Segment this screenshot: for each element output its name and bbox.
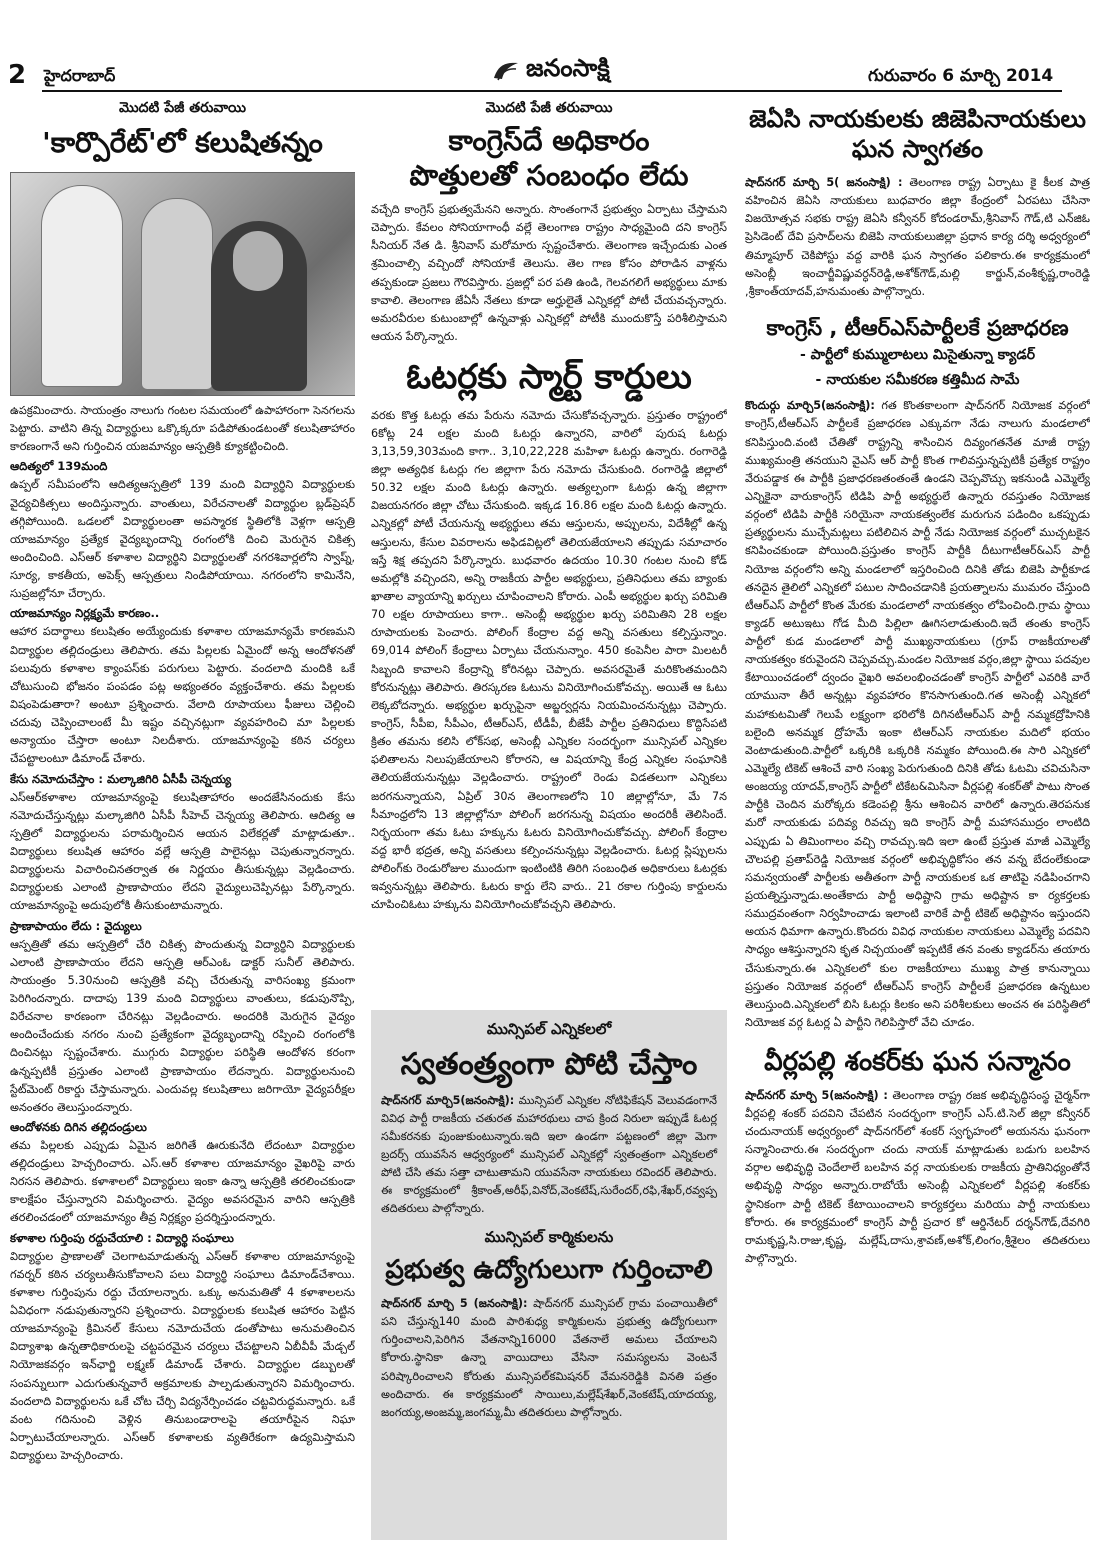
dateline: షాద్‌నగర్ మార్చి 5(జనంసాక్షి) : [745, 1088, 888, 1102]
article-paragraph: ఆహార పదార్థాలు కలుషితం అయ్యేందుకు కళాశాల యాజమాన్యమే కారణమని విద్యార్థుల తల్లిదండ్రులు తెలిపారు. తమ పిల్లలకు ఏమైందో అన్న ఆందోళనతో పలువురు కళాశాల క్యాంపస్‌కు పరుగులు పెట్టారు. వందలాది మందికి ఒకే చోటుసుంచి భోజనం పంపడం పట్ల అభ్యంతరం వ్యక్తంచేశారు. తమ పిల్లలకు విషంపెడుతారా? అంటూ ప్రశ్నించారు. వేలాది రూపాయలు ఫీజులు చెల్లించి చదువు చెప్పించాలంటే మీ ఇష్టం వచ్చినట్లుగా వ్యవహరించి మా పిల్లలకు అన్యాయం చేస్తారా అంటూ నిలదీశారు. యాజమాన్యంపై కఠిన చర్యలు చేపట్టాలంటూ డిమాండ్ చేశారు. [10, 625, 355, 766]
article-paragraph: ఉపక్రమించారు. సాయంత్రం నాలుగు గంటల సమయంలో ఉపాహారంగా సెనగలను పెట్టారు. వాటిని తిన్న విద్యార్థులు ఒక్కొక్కరూ పడిపోతుండటంతో కలుషితాహారం కారణంగానే అని గుర్తించిన యజమాన్యం ఆస్పత్రికి క్యూకట్టించింది. [10, 404, 355, 454]
section-heading: యాజమాన్యం నిర్లక్ష్యమే కారణం.. [10, 606, 160, 621]
article-middle [371, 100, 727, 1000]
article-paragraph: వరకు కొత్త ఓటర్లు తమ పేరును నమోదు చేసుకోవచ్చన్నారు. ప్రస్తుతం రాష్ట్రంలో 6కోట్ల 24 లక్షల మంది ఓటర్లు ఉన్నారని, వారిలో పురుష ఓటర్లు 3,13,59,303మంది కాగా.. 3,10,22,228 మహిళా ఓటర్లు ఉన్నారు. రంగారెడ్డి జిల్లా అత్యధిక ఓటర్లు గల జిల్లాగా పేరు నమోదు చేసుకుంది. రంగారెడ్డి జిల్లాలో 50.32 లక్షల మంది ఓటర్లు ఉన్నారు. అత్యల్పంగా ఓటర్లు ఉన్న జిల్లాగా విజయనగరం జిల్లా చోటు చేసుకుంది. ఇక్కడ 16.86 లక్షల మంది ఓటర్లు ఉన్నారు. ఎన్నికల్లో పోటీ చేయనున్న అభ్యర్థులు తమ ఆస్తులను, అప్పులను, విదేశీల్లో ఉన్న ఆస్తులను, కేసుల వివరాలను అఫిడవిట్లలో తెలియజేయాలని తప్పుడు సమాచారం ఇస్తే శిక్ష తప్పదని పేర్కొన్నారు. బుధవారం ఉదయం 10.30 గంటల నుంచి కోడ్ అమల్లోకి వచ్చిందని, అన్ని రాజకీయ పార్టీల అభ్యర్థులు, ప్రతినిధులు తమ బ్యాంకు ఖాతాల వ్యాయాన్ని ఖర్చులు చూపించాలని కోరారు. ఎంపీ అభ్యర్థుల ఖర్చు పరిమితి 70 లక్షల రూపాయలు కాగా.. అసెంబ్లీ అభ్యర్థుల ఖర్చు పరిమితిని 28 లక్షల రూపాయలకు పెంచారు. పోలింగ్ కేంద్రాల వద్ద అన్ని వసతులు కల్పిస్తున్నాం. 69,014 పోలింగ్ కేంద్రాలు ఏర్పాటు చేయనున్నాం. 450 కంపెనీల పారా మిలటరీ సిబ్బంది కావాలని కేంద్రాన్ని కోరినట్లు చెప్పారు. అవసరమైతే మరికొంతమందిని కోరనున్నట్లు తెలిపారు. తిరస్కరణ ఓటును వినియోగించుకోవచ్చు. అయితే ఆ ఓటు లెక్కబోదన్నారు. అభ్యర్థుల ఖర్చుపైనా అబ్జర్వర్లను నియమించనున్నట్లు చెప్పారు. కాంగ్రెస్, సీపీఐ, సీపీఎం, టీఆర్ఎస్, టీడీపీ, బీజేపీ పార్టీల ప్రతినిధులు కొద్దిసేపటి క్రితం తమను కలిసి లోక్‌సభ, అసెంబ్లీ ఎన్నికల సందర్భంగా మున్సిపల్ ఎన్నికల ఫలితాలను నిలుపుజేయాలని కోరారని, ఆ విషయాన్ని కేంద్ర ఎన్నికల సంఘానికి తెలియజేయనున్నట్లు వెల్లడించారు. రాష్ట్రంలో రెండు విడతలుగా ఎన్నికలు జరగనున్నాయని, ఏప్రిల్ 30న తెలంగాణలోని 10 జిల్లాల్లోనూ, మే 7న సీమాంధ్రలోని 13 జిల్లాల్లోనూ పోలింగ్ జరగనున్న విషయం అందరికీ తెలిసిందే. నిర్భయంగా తమ ఓటు హక్కును ఓటరు వినియోగించుకోవచ్చు. పోలింగ్ కేంద్రాల వద్ద భారీ భద్రత, అన్ని వసతులు కల్పించనున్నట్లు వెల్లడించారు. ఓటర్ల స్లిప్పులను పోలింగ్‌కు రెండురోజుల ముందుగా ఇంటింటికి తిరిగి సంబంధిత అధికారులు ఓటర్లకు ఇవ్వనున్నట్లు తెలిపారు. ఓటరు కార్డు లేని వారు.. 21 రకాల గుర్తింపు కార్డులను చూపించిఓటు హక్కును వినియోగించుకోవచ్చని తెలిపారు. [371, 408, 727, 912]
box-paragraph [381, 1295, 717, 1422]
article-text: గత కొంతకాలంగా షాద్‌నగర్ నియోజక వర్గంలో కాంగ్రెస్,టీఆర్ఎస్ పార్టీలకే ప్రజాధరణ ఎక్కువగా నేడు నాలుగు మండలాలో కనిపిస్తుంది.వంటి చేతితో రాష్ట్రన్ని శాసించిన దివ్యంగతనేత మాజీ రాష్ట్ర ముఖ్యమంత్రి తనయుని వైఎస్ ఆర్ పార్టీ కొంత గాలివస్తున్నప్పటికీ ప్రత్యేక రాష్ట్రం వేరుపడ్డాక ఈ పార్టీకి ప్రజాధరణతంతంతే ఉండని చెప్పవొచ్చు ఇకనుండి ఎమ్మెల్యే ఎన్నికైనా వారుకాంగ్రెస్ టిడిపి పార్టీ అభ్యర్థులే ఉన్నారు రవస్తుతం నియోజక వర్గంలో టిడిపి పార్టీకి సరియైనా నాయకత్వంలేక మరుగున పడిందిం ఒకప్పుడు ప్రత్యర్థులను ముచ్చేమట్లలు పటిలిచిన పార్టీ నేడు నియోజక వర్గంలో ముచ్చటకైన కనిపించకుండా పోయింది.ప్రస్తుతం కాంగ్రెస్ పార్టీకి దీటుగాటీఆర్&ఎస్ పార్టీ నియోజ వర్గంలోని అన్ని మండలాలో ఇస్తరించింది దినికి తోడు బిజెపి పార్టీకూడ తనదైన తైలిలో ఎన్నికలో పటుల సాదించడానికి ప్రయత్నాలను ముమరం చేస్తుంది టీఆర్ఎస్ పార్టీలో కొంత మేరకు మండలాలో నాయకత్వం లోపించింది.గ్రామ స్థాయి క్యాడర్ అటుఇటు గోడ మీది పిల్లిలా ఊగిసలాడుతుంది.ఇదే తంతు కాంగ్రెస్ పార్టీలో కుడ మండలాలో పార్టీ ముఖ్యనాయకులు (గ్రూప్ రాజకీయాలతో నాయకత్వం కరువైందని చెప్పవచ్చు.మండల నియోజక వర్గం,జిల్లా స్థాయి పదవుల కేటాయించడంలో ద్వందం వైఖరి అవలంభించడంతో కాంగ్రెస్ పార్టీలో ఎవరికి వారే యామునా తీరే అన్నట్లు వ్యవహారం కొనసాగుతుంది.గత అసెంబ్లీ ఎన్నికలో మహాకుటమితో గెలుపే లక్ష్యంగా భరిలోకి దిగినటీఆర్ఎస్ పార్టీ నమ్మకద్రోహినికి బలైంది అనమ్మక ద్రోహమే ఇంకా టిఆర్ఎస్ నాయకుల మదిలో భయం వెంటాడుతుంది.పార్టీలో ఒక్కరికి ఒక్కరికి నమ్మకం పోయింది.ఈ సారి ఎన్నికలో ఎమ్మెల్యే టికెట్ ఆశించే వారి సంఖ్య పెరుగుతుంది దినికి తోడు ఓటమి చవిచుసినా అంజయ్య యాదవ్,కాంగ్రెస్ పార్టీలో టికేట&మిసినా వీర్లపల్లి శంకర్‌తో పాటు సొంత పార్టీకి చెందిన మరోక్కరు కడెంపల్లి శ్రీను ఆశించిన వారిలో ఉన్నారు.తెరపనుక మరో నాయకుడు పదివ్య రివచ్చు ఇది కాంగ్రెస్ పార్టీ మహాసముద్రం లాంటిది ఎప్పుడు ఏ తిమింగాలం వచ్చి రావచ్చు.ఇది ఇలా ఉంటే ప్రస్తుత మాజీ ఎమ్మెల్యే చౌలపల్లి ప్రతాప్‌రెడ్డి నియోజక వర్గంలో అభివృద్ధికోసం తన వన్న బేదంలేకుండా సమన్వయంతో పార్టీలకు అతీతంగా పార్టీ నాయకులక ఒక తాటిపై నడిపించగాని ప్రయత్నిస్తున్నాడు.అంతేకాదు పార్టీ అధిష్టాని గ్రామ అధిష్టాన కా ర్యకర్తలకు సముద్రవంతంగా నిర్వహించాడు ఇలాంటి వారికే పార్టీ టికెట్ అధిష్టానం ఇస్తుందని అయన ధిమాగా ఉన్నారు.కొందరు వివిధ నాయకుల నాయకులు ఎమ్మెల్యే పదవిని సాధ్యం ఆశిస్తున్నారని కృత నిచ్చయంతో ఇప్పటికే తన వంతు క్యాడర్‌ను తయారు చేసుకున్నారు.ఈ ఎన్నికలలో కుల రాజకీయాలు ముఖ్య పాత్ర కానున్నాయి ప్రస్తుతం నియోజక వర్గంలో టీఆర్ఎస్ కాంగ్రెస్ పార్టీలకే ప్రజాధరణ ఉన్నటుల తెలుస్తుంది.ఎన్నికలలో బిసి ఓటర్లు కిలకం అని పరిశీలకులు అంచన ఈ పరిస్థితిలో నియోజక వర్గ ఓటర్ల ఏ పార్టీని గెలిపిస్తారో వేచి చూడం. [745, 399, 1090, 1030]
article-paragraph: తమ పిల్లలకు ఎప్పుడు ఏమైన జరిగితే ఊరుకునేది లేదంటూ విద్యార్థుల తల్లిదండ్రులు హెచ్చరించారు. ఎస్.ఆర్ కళాశాల యాజమాన్యం వైఖరిపై వారు నిరసన తెలిపారు. కళాశాలలో విద్యార్థులు ఇంకా ఉన్నా ఆస్పత్రికి తరలించకుండా కాలక్షేపం చేస్తున్నారని విమర్శించారు. వైద్యం అవసరమైన వారిని ఆస్పత్రికి తరలించడంలో యాజమాన్యం తీవ్ర నిర్లక్ష్యం ప్రదర్శిస్తుందన్నారు. [10, 1138, 355, 1225]
section-heading: కేసు నమోదుచేస్తాం : మల్కాజిగిరి ఏసీపీ చెన్నయ్య [10, 771, 232, 786]
article-headline: ఓటర్లకు స్మార్ట్ కార్డులు [406, 357, 692, 398]
article-kicker: మొదటి పేజీ తరువాయి [485, 100, 613, 116]
box-kicker: మున్సిపల్ కార్మికులను [484, 1228, 614, 1247]
article-paragraph [745, 397, 1090, 1032]
article-paragraph: వచ్చేది కాంగ్రెస్ ప్రభుత్వమేనని అన్నారు. సొంతంగానే ప్రభుత్వం ఏర్పాటు చేస్తామని చెప్పారు. కేవలం సోనియాగాంధీ వల్లే తెలంగాణ రాష్ట్రం సాధ్యమైంది దని కాంగ్రెస్ సీనియర్ నేత డి. శ్రీనివాస్ మరోమారు స్పష్టంచేశారు. తెలంగాణ ఇచ్చేందుకు ఎంత శ్రమించాల్సి వచ్చిందో సోనియాకే తెలుసు. తెల గాణ కోసం పోరాడిన వాళ్లను తప్పకుండా ప్రజలు గౌరవిస్తారు. ప్రజల్లో పర పతి ఉండి, గెలవగలిగే అభ్యర్థులు మాకు కావాలి. తెలంగాణ జేఏసీ నేతలు కూడా అర్హులైతే ఎన్నికల్లో పోటీ చేయవచ్చన్నారు. అమరవీరుల కుటుంబాల్లో ఉన్నవాళ్లు ఎన్నికల్లో పోటీకి ముందుకొస్తే పరిశీలిస్తామని ఆయన పేర్కొన్నారు. [371, 203, 727, 343]
article-paragraph [745, 1087, 1090, 1268]
section-heading: ఆందోళనకు దిగిన తల్లిదండ్రులు [10, 1119, 147, 1134]
article-paragraph: ఎస్ఆర్‌కళాశాల యాజమాన్యంపై కలుషితాహారం అందజేసినందుకు కేసు నమోదుచేస్తున్నట్లు మల్కాజిగిరి ఏసీపీ సీహెచ్ చెన్నయ్య తెలిపారు. ఆదిత్య ఆ స్పత్రిలో విద్యార్థులను పరామర్శించిన ఆయన విలేకర్లతో మాట్లాడుతూ.. విద్యార్థులు కలుషిత ఆహారం వల్లే ఆస్పత్రి పాలైనట్లు చెపుతున్నారన్నారు. విద్యార్థులను విచారించినతర్వాత ఈ నిర్ణయం తీసుకున్నట్లు వెల్లడించారు. విద్యార్థులకు ఎలాంటి ప్రాణాపాయం లేదని వైద్యులుచెప్పినట్లు పేర్కొన్నారు. యాజమాన్యంపై అదుపులోకి తీసుకుంటామన్నారు. [10, 790, 355, 913]
article-headline: పొత్తులతో సంబంధం లేదు [409, 159, 689, 192]
box-text: షాద్‌నగర్ మున్సిపల్ గ్రామ పంచాయితీలో పని చేస్తున్న140 మంది పారిశుధ్య కార్మికులను ప్రభుత్వ ఉద్యోగులుగా గుర్తించాలని,పెరిగిన వేతనాన్ని16000 వేతనాలే అమలు చేయాలని కోరారు.స్థానికా ఉన్నా వాయిదాలు వేసినా సమస్యలను వెంటనే పరిష్కారించాలని కోరుతు మున్సిపల్‌కమిషనర్ వేమనరెడ్డికి వినతి పత్రం అందిచారు. ఈ కార్యక్రమంలో సాయిలు,మల్లేష్‌శేఖర్,వెంకటేష్,యాదయ్య, జంగయ్య,అంజమ్మ,జంగమ్మ,మీ తదితరులు పాల్గోన్నారు. [381, 1296, 717, 1419]
box-kicker: మున్సిపల్ ఎన్నికలలో [486, 1020, 612, 1038]
article-paragraph [745, 174, 1090, 301]
masthead [0, 0, 1100, 96]
subheading: - నాయకుల సమీకరణ కత్తిమీద సామే [815, 372, 1020, 389]
article-text: తెలంగాణ రాష్ట్ర ఏర్పాటు కై కీలక పాత్ర వహించిన జెఏసి నాయకులు బుధవారం జిల్లా కేంద్రంలో ఏరపటు చేసినా విజయోత్సవ సభకు రాష్ట్ర జెఏసి కన్వీనర్ కోదండరామ్,శ్రీనివాస్ గౌడ్,టి ఎన్‌జిఓ ప్రెసిడెంట్ దేవి ప్రసాద్‌లను బిజెపి నాయకులుజిల్లా ప్రధాన కార్య దర్శి అధ్వర్యంలో తిమ్మాపూర్ చెకిపోస్టు వద్ద వారికి ఘన స్వాగతం పలికారు.ఈ కార్యక్రమంలో అసెంబ్లీ ఇంచార్జీవిష్ణువర్ధన్‌రెడ్డి,అశోక్‌గౌడ్,మల్లి కార్జున్,వంశీకృష్ణ,రాంరెడ్డి ,శ్రీకాంత్‌యాదవ్,హనుమంతు పాల్గొన్నారు. [745, 176, 1090, 298]
box-headline: ప్రభుత్వ ఉద్యోగులుగా గుర్తించాలి [385, 1255, 713, 1286]
article-kicker: మొదటి పేజీ తరువాయి [119, 100, 246, 116]
subheading: - పార్టీలో కుమ్ములాటలు మిసైతున్నా క్యాడర్ [799, 347, 1036, 364]
section-heading: కళాశాల గుర్తింపు రద్దుచేయాలి : విద్యార్థి సంఘాలు [10, 1230, 234, 1245]
article-headline: 'కార్పొరేట్'లో కలుషితన్నం [42, 126, 323, 159]
article-headline: కాంగ్రెస్‌దే అధికారం [448, 124, 650, 157]
article-paragraph: ఉప్పల్ సమీపంలోని ఆదిత్యఆస్పత్రిలో 139 మంది విద్యార్థిని విద్యార్థులకు వైద్యచికిత్సలు అందిస్తున్నారు. వాంతులు, విరేచనాలతో విద్యార్థుల బ్లడ్‌ప్రెషర్ తగ్గిపోయింది. ఒడలలో విద్యార్థులంతా అపస్మారక స్థితిలోకి వెళ్లగా ఆస్పత్రి యాజమాన్యం ప్రత్యేక వైద్యబృందాన్ని రంగంలోకి దించి మెరుగైన చికిత్స అందించింది. ఎస్ఆర్ కళాశాల విద్యార్థిని విద్యార్థులతో నగరశివార్లలోని స్వాప్న్, సూర్య, కాకతీయ, అపెక్స్ ఆస్పత్రులు నిండిపోయాయి. నగరంలోని కామినేని, సుప్రజల్లోనూ చేర్చారు. [10, 478, 355, 601]
dateline: కొందుర్గు మార్చి5(జనంసాక్షి): [745, 399, 875, 413]
page-number: 2 [8, 60, 27, 90]
dateline: షాద్‌నగర్ మార్చి5(జనంసాక్షి): [381, 1093, 515, 1107]
section-heading: ఆదిత్యలో 139మంది [10, 459, 108, 474]
box-text: మున్సిపల్ ఎన్నికల నోటిఫికేషన్ వెలువడంగానే వివిధ పార్టీ రాజకీయ చతురత మహారథులు చాప క్రింద నిరులా ఇప్పుడే ఓటర్ల సమీకరనకు పుంజుకుంటున్నారు.ఇది ఇలా ఉండగా పట్టణంలో జిల్లా మెగా బ్రదర్స్ యువసేన ఆధ్వర్యంలో మున్సిపల్ ఎన్నికల్లో స్వతంత్రంగా ఎన్నికలలో పోటి చేసి తమ సత్తా చాటుతామని యువసేనా నాయకులు రవిందర్ తెలిపారు. ఈ కార్యక్రమంలో శ్రీకాంత్,అరీఫ్,వినోద్,వెంకటేష్,సురేందర్,రఫి,శేఖర్,రవ్వప్ప తదితరులు పాల్గోన్నారు. [381, 1093, 718, 1216]
article-left [10, 100, 355, 1550]
box-headline: స్వతంత్ర్యంగా పోటి చేస్తాం [400, 1047, 698, 1082]
dateline: షాద్‌నగర్ మార్చి 5 (జనంసాక్షి): [381, 1296, 528, 1310]
newspaper-logo-icon [492, 60, 520, 82]
article-paragraph: విద్యార్థుల ప్రాణాలతో చెలగాటమాడుతున్న ఎస్ఆర్ కళాశాల యాజమాన్యంపై గవర్నర్ కఠిన చర్యలుతీసుకోవాలని పలు విద్యార్థి సంఘాలు డిమాండ్‌చేశాయి. కళాశాల గుర్తింపును రద్దు చేయాలన్నారు. ఒక్కు అనుమతితో 4 కళాశాలలను ఏవిధంగా నడుపుతున్నారని ప్రశ్నించారు. విద్యార్థులకు కలుషిత ఆహారం పెట్టిన యాజమాన్యంపై క్రిమినల్ కేసులు నమోదుచేయ డంతోపాటు అనుమతించిన విద్యాశాఖ ఉన్నతాధికారులపై చట్టపరమైన చర్యలు చేపట్టాలని ఏబీవీపీ మేడ్చల్ నియోజకవర్గం ఇన్‌ఛార్జి లక్ష్మణ్ డిమాండ్ చేశారు. విద్యార్థుల డబ్బులతో సంపన్నులుగా ఎదుగుతున్నవారే అక్రమాలకు పాల్పడుతున్నారని విమర్శించారు. వందలాది విద్యార్థులను ఒకే చోట చేర్చి విద్యనేర్పించడం చట్టవిరుద్ధమన్నారు. ఒకే వంట గదినుంచి వెళ్లిన తినుబండారాలపై తయారీపైన నిఘా ఏర్పాటుచేయాలన్నారు. ఎస్ఆర్ కళాశాలకు వ్యతిరేకంగా ఉద్యమిస్తామని విద్యార్థులు హెచ్చరించారు. [10, 1249, 355, 1463]
edition-city: హైదరాబాద్ [44, 66, 116, 85]
article-right [745, 100, 1090, 1550]
box-paragraph [381, 1092, 717, 1219]
shaded-box [371, 1010, 727, 1540]
paper-name [492, 54, 610, 88]
article-text: తెలంగాణ రాష్ట్ర రజక అభివృద్ధిసంస్థ చైర్మన్‌గా వీర్లపల్లి శంకర్ పదవిని చేపటిన సందర్భంగా కాంగ్రెస్ ఎస్.టి.సెల్ జిల్లా కన్వీనర్ చందునాయక్ అధ్వర్యంలో షాద్‌నగర్‌లో శంకర్ స్వగృహంలో అయనను ఘనంగా సన్మానించారు.ఈ సందర్భంగా చందు నాయక్ మాట్లాడుతు బడుగు బలహిన వర్గాల అభివృద్ధి చెందేలాలే బలహిన వర్గ నాయకులకు రాజకీయ ప్రాతినిధ్యంతోనే అభివృద్ధి సాధ్యం అన్నారు.రాబోయే అసెంబ్లీ ఎన్నికలలో వీర్లపల్లి శంకర్‌కు స్థానికంగా పార్టీ టికెట్ కేటాయించాలని కార్యకర్తలు మరియు పార్టీ నాయకులు కోరారు. ఈ కార్యక్రమంలో కాంగ్రెస్ పార్టీ ప్రచార కో ఆర్డినేటర్ దర్శన్‌గౌడ్,దేవగిరి రామకృష్ణ,సి.రాజు,కృష్ణ, మల్లేష్,దాసు,శ్రావణ్,అశోక్,లింగం,శ్రీశైలం తదితరులు పాల్గొన్నారు. [745, 1088, 1090, 1265]
article-headline: వీర్లపల్లి శంకర్‌కు ఘన సన్మానం [764, 1047, 1071, 1078]
article-headline: జెఏసి నాయకులకు జిజెపినాయకులు ఘన స్వాగతం [749, 105, 1086, 163]
news-photo [10, 172, 355, 396]
paper-title: జనంసాక్షి [526, 54, 610, 82]
article-paragraph: ఆస్పత్రితో తమ ఆస్పత్రిలో చేరి చికిత్స పొందుతున్న విద్యార్థిని విద్యార్థులకు ఎలాంటి ప్రాణాపాయం లేదని ఆస్పత్రి ఆర్ఎంఓ డాక్టర్ సునీల్ తెలిపారు. సాయంత్రం 5.30నుంచి ఆస్పత్రికి వచ్చి చేరుతున్న వారిసంఖ్య క్రమంగా పెరిగిందన్నారు. దాదాపు 139 మంది విద్యార్థులు వాంతులు, కడుపునొప్పి, విరేచనాల కారణంగా చేరినట్లు వెల్లడించారు. అందరికి మెరుగైన వైద్యం అందించేందుకు నగరం నుంచి ప్రత్యేకంగా వైద్యబృందాన్ని రప్పించి రంగంలోకి దించినట్లు స్పష్టంచేశారు. ముగ్గురు విద్యార్థుల పరిస్థితి ఆందోళన కరంగా ఉన్నప్పటికీ ప్రస్తుతం ఎలాంటి ప్రాణాపాయం లేదన్నారు. విద్యార్థులనుంచి స్టేట్‌మెంట్ రికార్డు చేస్తామన్నారు. ఎందువల్ల కలుషితాలు జరిగాయో వైద్యపరీక్షల అనంతరం తెలుస్తుందన్నారు. [10, 937, 355, 1114]
dateline: షాద్‌నగర్ మార్చి 5( జనంసాక్షి) : [745, 176, 903, 189]
issue-date: గురువారం 6 మార్చి 2014 [868, 66, 1054, 86]
article-headline: కాంగ్రెస్ , టీఆర్ఎస్‌పార్టీలకే ప్రజాధరణ [766, 315, 1069, 340]
section-heading: ప్రాణాపాయం లేదు : వైద్యులు [10, 918, 142, 933]
masthead-rule [42, 90, 1062, 92]
